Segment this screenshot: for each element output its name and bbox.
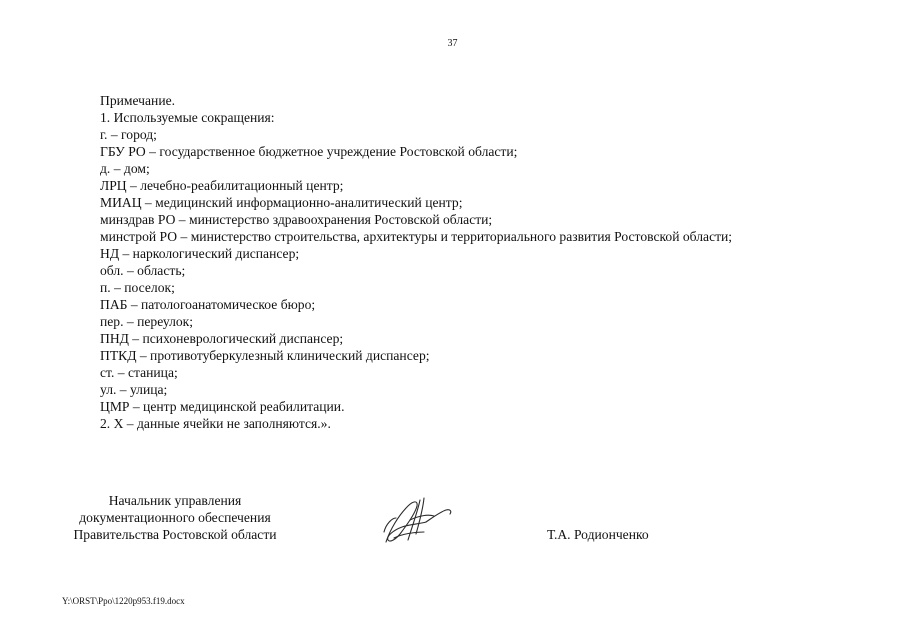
signature-icon	[380, 494, 462, 546]
file-path: Y:\ORST\Ppo\1220p953.f19.docx	[62, 596, 185, 606]
list-item: минздрав РО – министерство здравоохранения Ростовской области;	[100, 212, 493, 227]
list-item: д. – дом;	[100, 161, 150, 176]
signer-name: Т.А. Родионченко	[547, 527, 649, 542]
list-item: МИАЦ – медицинский информационно-аналитический центр;	[100, 195, 463, 210]
list-item: ПТКД – противотуберкулезный клинический диспансер;	[100, 348, 430, 363]
list-item: обл. – область;	[100, 263, 186, 278]
signatory-position	[50, 492, 300, 543]
position-line: Начальник управления	[108, 493, 242, 508]
list-item: ГБУ РО – государственное бюджетное учреждение Ростовской области;	[100, 144, 518, 159]
list-item: ПНД – психоневрологический диспансер;	[100, 331, 344, 346]
list-item: пер. – переулок;	[100, 314, 194, 329]
list-item: п. – поселок;	[100, 280, 175, 295]
list-item: ст. – станица;	[100, 365, 178, 380]
list-item: г. – город;	[100, 127, 157, 142]
list-item: ЛРЦ – лечебно-реабилитационный центр;	[100, 178, 344, 193]
list-item: НД – наркологический диспансер;	[100, 246, 300, 261]
page-number: 37	[447, 38, 458, 49]
list-item: ЦМР – центр медицинской реабилитации.	[100, 399, 345, 414]
list-item: минстрой РО – министерство строительства, архитектуры и территориального развития Ростовской области;	[100, 229, 733, 244]
position-line: Правительства Ростовской области	[73, 527, 277, 542]
notes-list	[100, 92, 732, 432]
list-item: 2. Х – данные ячейки не заполняются.».	[100, 416, 331, 431]
notes-heading: Примечание.	[100, 93, 176, 108]
list-item: 1. Используемые сокращения:	[100, 110, 275, 125]
list-item: ул. – улица;	[100, 382, 168, 397]
list-item: ПАБ – патологоанатомическое бюро;	[100, 297, 316, 312]
position-line: документационного обеспечения	[79, 510, 271, 525]
